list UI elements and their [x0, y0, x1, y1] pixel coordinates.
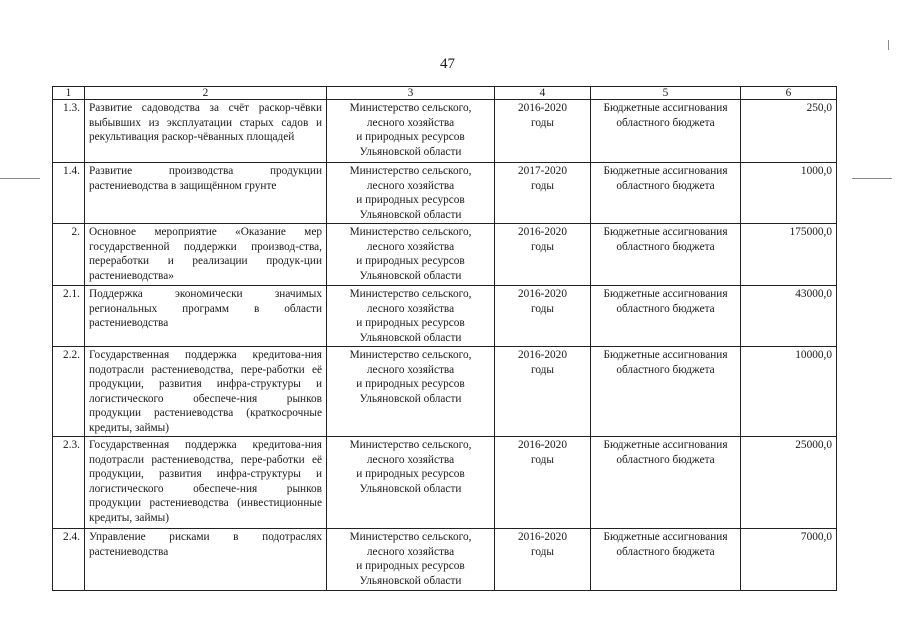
funding-source [591, 347, 741, 437]
executor-line: и природных ресурсов [356, 378, 465, 390]
term-line: годы [530, 545, 554, 558]
funding-source-line: областного бюджета [616, 179, 715, 192]
table-row [53, 529, 837, 591]
term-line: годы [530, 453, 554, 466]
funding-source-line: Бюджетные ассигнования [603, 226, 728, 238]
term [495, 437, 591, 529]
row-number: 2.1. [53, 286, 85, 347]
activity-name: Развитие производства продукции растениеводства в защищённом грунте [85, 163, 327, 224]
executor-line: Министерство сельского, [349, 349, 472, 361]
funding-source-line: областного бюджета [616, 240, 715, 253]
activity-name: Управление рисками в подотраслях растениеводства [85, 529, 327, 591]
funding-source [591, 224, 741, 286]
table-body [53, 87, 837, 591]
term-line: годы [530, 179, 554, 192]
table-row [53, 100, 837, 163]
executor-line: Ульяновской области [359, 208, 462, 221]
row-number: 2.2. [53, 347, 85, 437]
row-number: 1.4. [53, 163, 85, 224]
term [495, 347, 591, 437]
amount: 7000,0 [741, 529, 837, 591]
term [495, 163, 591, 224]
funding-source [591, 529, 741, 591]
amount: 10000,0 [741, 347, 837, 437]
page-number: 47 [440, 56, 455, 72]
term-line: 2016-2020 [518, 531, 567, 543]
term [495, 224, 591, 286]
executor-line: лесного хозяйства [366, 116, 455, 129]
executor-line: Министерство сельского, [349, 165, 472, 177]
term [495, 100, 591, 163]
funding-source [591, 437, 741, 529]
amount: 43000,0 [741, 286, 837, 347]
funding-source [591, 100, 741, 163]
term-line: 2017-2020 [518, 165, 567, 177]
executor-line: и природных ресурсов [356, 560, 465, 572]
executor-line: и природных ресурсов [356, 317, 465, 329]
table-header-row [53, 87, 837, 100]
executor-line: Ульяновской области [359, 269, 462, 282]
scan-mark-left [0, 178, 40, 179]
row-number: 1.3. [53, 100, 85, 163]
executor-line: Министерство сельского, [349, 226, 472, 238]
executor-line: Министерство сельского, [349, 439, 472, 451]
amount: 250,0 [741, 100, 837, 163]
amount: 25000,0 [741, 437, 837, 529]
activity-name: Государственная поддержка кредитова-ния подотрасли растениеводства, пере-работки её продукции, развития инфра-структуры и логистического обеспече-ния рынков продукции растениеводства (инвестиционные кредиты, займы) [85, 437, 327, 529]
row-number: 2. [53, 224, 85, 286]
executor [327, 224, 495, 286]
executor-line: лесного хозяйства [366, 363, 455, 376]
executor-line: Ульяновской области [359, 482, 462, 495]
row-number: 2.4. [53, 529, 85, 591]
header-col-2: 2 [85, 87, 327, 100]
activity-name: Поддержка экономически значимых региональных программ в области растениеводства [85, 286, 327, 347]
funding-source-line: областного бюджета [616, 453, 715, 466]
executor [327, 529, 495, 591]
term-line: 2016-2020 [518, 288, 567, 300]
executor-line: и природных ресурсов [356, 194, 465, 206]
executor-line: и природных ресурсов [356, 131, 465, 143]
funding-source [591, 163, 741, 224]
scan-mark-top-right [888, 40, 889, 50]
header-col-4: 4 [495, 87, 591, 100]
executor-line: и природных ресурсов [356, 255, 465, 267]
activity-name: Основное мероприятие «Оказание мер государственной поддержки производ-ства, переработки и реализации продук-ции растениеводства» [85, 224, 327, 286]
executor-line: Ульяновской области [359, 145, 462, 158]
executor [327, 163, 495, 224]
executor-line: лесного хозяйства [366, 179, 455, 192]
term-line: годы [530, 302, 554, 315]
executor [327, 437, 495, 529]
table-row [53, 286, 837, 347]
term-line: годы [530, 363, 554, 376]
amount: 1000,0 [741, 163, 837, 224]
executor-line: и природных ресурсов [356, 468, 465, 480]
term [495, 529, 591, 591]
funding-source-line: Бюджетные ассигнования [603, 165, 728, 177]
term [495, 286, 591, 347]
funding-source-line: Бюджетные ассигнования [603, 439, 728, 451]
executor [327, 286, 495, 347]
executor-line: лесного хозяйства [366, 545, 455, 558]
activity-name: Государственная поддержка кредитова-ния подотрасли растениеводства, пере-работки её продукции, развития инфра-структуры и логистического обеспече-ния рынков продукции растениеводства (краткосрочные кредиты, займы) [85, 347, 327, 437]
term-line: 2016-2020 [518, 439, 567, 451]
executor-line: Ульяновской области [359, 392, 462, 405]
term-line: 2016-2020 [518, 102, 567, 114]
funding-source-line: областного бюджета [616, 363, 715, 376]
executor-line: лесного хозяйства [366, 453, 455, 466]
funding-source-line: областного бюджета [616, 116, 715, 129]
row-number: 2.3. [53, 437, 85, 529]
funding-source [591, 286, 741, 347]
activities-table [52, 86, 837, 591]
header-col-5: 5 [591, 87, 741, 100]
scan-mark-right [852, 178, 892, 179]
executor-line: лесного хозяйства [366, 302, 455, 315]
executor-line: Министерство сельского, [349, 531, 472, 543]
term-line: годы [530, 116, 554, 129]
executor-line: Министерство сельского, [349, 102, 472, 114]
term-line: 2016-2020 [518, 349, 567, 361]
funding-source-line: Бюджетные ассигнования [603, 531, 728, 543]
funding-source-line: Бюджетные ассигнования [603, 288, 728, 300]
activity-name: Развитие садоводства за счёт раскор-чёвки выбывших из эксплуатации старых садов и рекультивация раскор-чёванных площадей [85, 100, 327, 163]
table-row [53, 347, 837, 437]
header-col-6: 6 [741, 87, 837, 100]
table-row [53, 437, 837, 529]
term-line: годы [530, 240, 554, 253]
funding-source-line: областного бюджета [616, 545, 715, 558]
executor [327, 347, 495, 437]
executor-line: Министерство сельского, [349, 288, 472, 300]
executor-line: лесного хозяйства [366, 240, 455, 253]
executor-line: Ульяновской области [359, 574, 462, 587]
term-line: 2016-2020 [518, 226, 567, 238]
header-col-1: 1 [53, 87, 85, 100]
table-row [53, 163, 837, 224]
header-col-3: 3 [327, 87, 495, 100]
executor [327, 100, 495, 163]
funding-source-line: Бюджетные ассигнования [603, 349, 728, 361]
executor-line: Ульяновской области [359, 331, 462, 344]
table-row [53, 224, 837, 286]
funding-source-line: областного бюджета [616, 302, 715, 315]
amount: 175000,0 [741, 224, 837, 286]
funding-source-line: Бюджетные ассигнования [603, 102, 728, 114]
